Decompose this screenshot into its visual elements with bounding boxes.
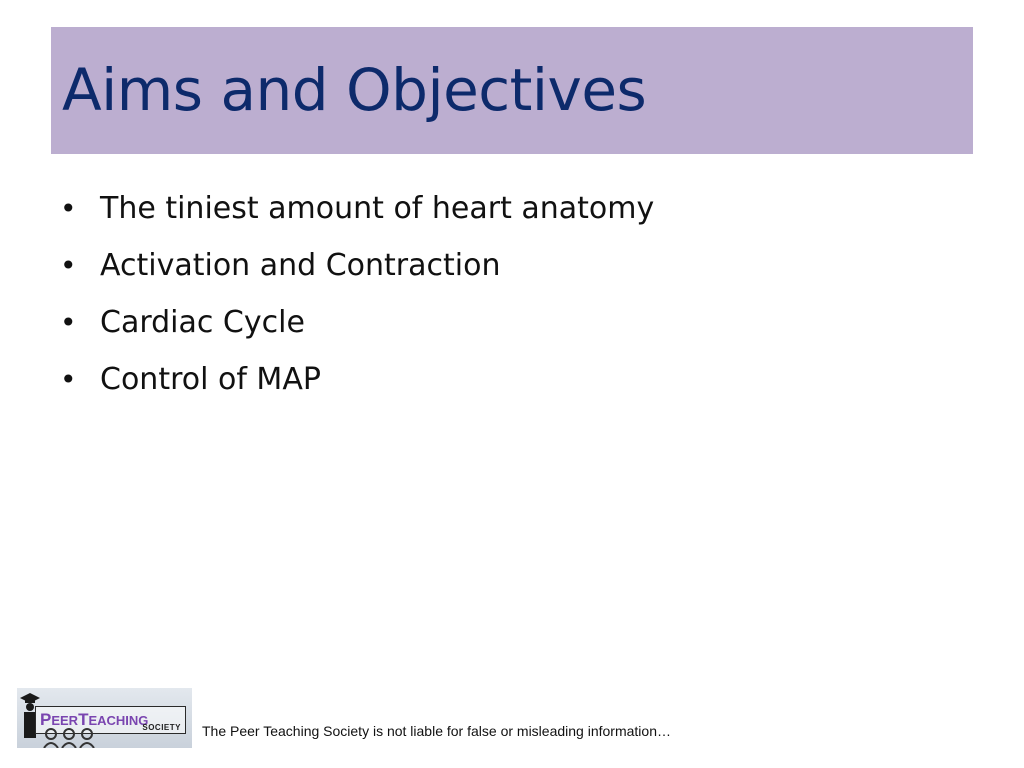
bullet-text: Activation and Contraction [100, 248, 501, 283]
bullet-item [58, 357, 654, 414]
bullet-text: The tiniest amount of heart anatomy [100, 191, 655, 226]
title-band [51, 27, 973, 154]
bullet-dot-icon: • [60, 363, 77, 396]
peer-teaching-society-logo [17, 688, 192, 748]
bullet-dot-icon: • [60, 249, 77, 282]
bullet-item [58, 300, 654, 357]
people-icon [41, 726, 111, 748]
bullet-dot-icon: • [60, 306, 77, 339]
bullet-text: Cardiac Cycle [100, 305, 305, 340]
bullet-text: Control of MAP [100, 362, 321, 397]
slide-title: Aims and Objectives [62, 56, 647, 124]
logo-society-text: SOCIETY [142, 723, 181, 732]
bullet-dot-icon: • [60, 192, 77, 225]
bullet-list [58, 186, 654, 414]
logo-wordmark-text: PEERTEACHING [40, 710, 149, 729]
bullet-item [58, 186, 654, 243]
footer-disclaimer: The Peer Teaching Society is not liable for false or misleading information… [202, 723, 671, 739]
bullet-item [58, 243, 654, 300]
